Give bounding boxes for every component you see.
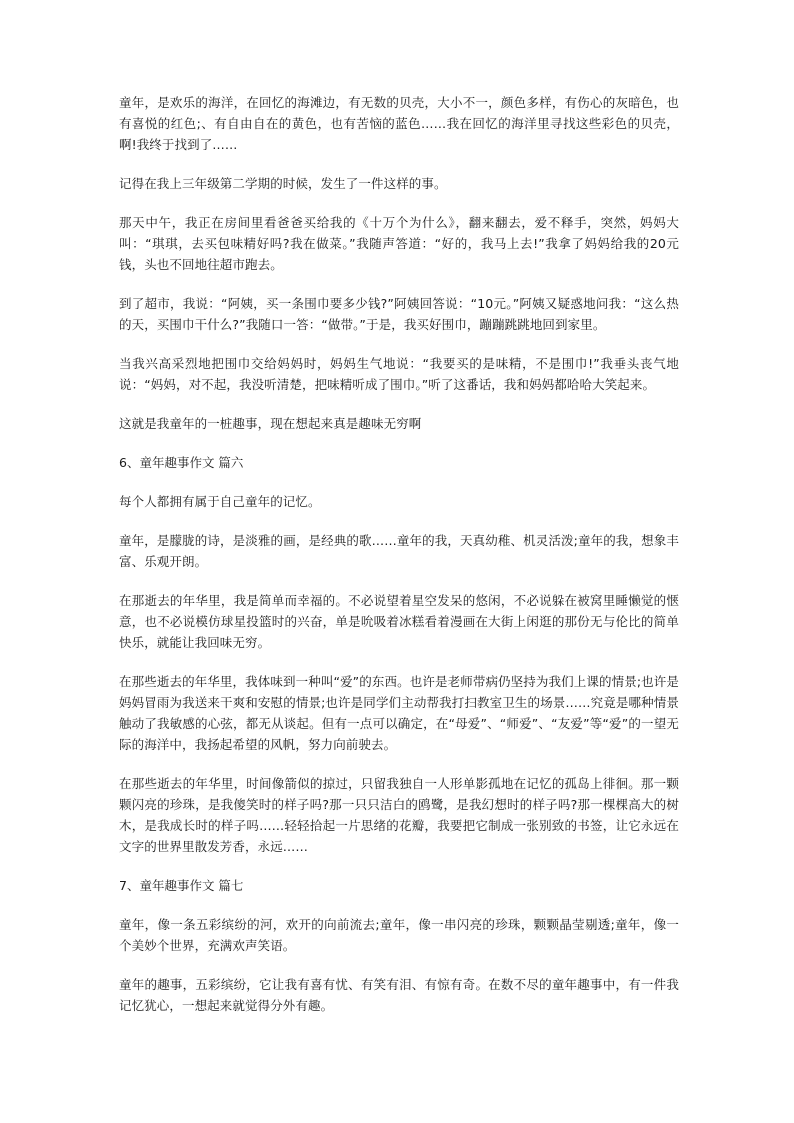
- document-body: [119, 92, 679, 1034]
- paragraph-11: 在那些逝去的年华里，时间像箭似的掠过，只留我独自一人形单影孤地在记忆的孤岛上徘徊。那一颗颗闪亮的珍珠，是我傻笑时的样子吗?那一只只洁白的鸥鹭，是我幻想时的样子吗?那一棵棵高大的树木，是我成长时的样子吗……轻轻拾起一片思绪的花瓣，我要把它制成一张别致的书签，让它永远在文字的世界里散发芳香，永远……: [119, 776, 679, 854]
- paragraph-9: 在那逝去的年华里，我是简单而幸福的。不必说望着星空发呆的悠闲，不必说躲在被窝里睡懒觉的惬意，也不必说模仿球星投篮时的兴奋，单是吮吸着冰糕看着漫画在大街上闲逛的那份无与伦比的简单快乐，就能让我回味无穷。: [119, 593, 679, 650]
- paragraph-1: 童年，是欢乐的海洋，在回忆的海滩边，有无数的贝壳，大小不一，颜色多样，有伤心的灰暗色，也有喜悦的红色;、有自由自在的黄色，也有苦恼的蓝色……我在回忆的海洋里寻找这些彩色的贝壳，啊!我终于找到了……: [119, 95, 679, 152]
- paragraph-4: 到了超市，我说：“阿姨，买一条围巾要多少钱?”阿姨回答说：“10元。”阿姨又疑惑地问我：“这么热的天，买围巾干什么?”我随口一答：“做带。”于是，我买好围巾，蹦蹦跳跳地回到家里。: [119, 296, 679, 332]
- paragraph-10: 在那些逝去的年华里，我体味到一种叫“爱”的东西。也许是老师带病仍坚持为我们上课的情景;也许是妈妈冒雨为我送来干爽和安慰的情景;也许是同学们主动帮我打扫教室卫生的场景……究竟是哪种情景触动了我敏感的心弦，都无从谈起。但有一点可以确定，在“母爱”、“师爱”、“友爱”等“爱”的一望无际的海洋中，我扬起希望的风帆，努力向前驶去。: [119, 674, 679, 752]
- paragraph-2: 记得在我上三年级第二学期的时候，发生了一件这样的事。: [119, 176, 447, 191]
- section-heading-7: 7、童年趣事作文 篇七: [119, 878, 244, 893]
- paragraph-13: 童年的趣事，五彩缤纷，它让我有喜有忧、有笑有泪、有惊有奇。在数不尽的童年趣事中，有一件我记忆犹心，一想起来就觉得分外有趣。: [119, 977, 679, 1013]
- paragraph-5: 当我兴高采烈地把围巾交给妈妈时，妈妈生气地说：“我要买的是味精，不是围巾!”我垂头丧气地说：“妈妈，对不起，我没听清楚，把味精听成了围巾。”听了这番话，我和妈妈都哈哈大笑起来。: [119, 356, 679, 392]
- section-heading-6: 6、童年趣事作文 篇六: [119, 455, 244, 470]
- paragraph-7: 每个人都拥有属于自己童年的记忆。: [119, 494, 321, 509]
- paragraph-12: 童年，像一条五彩缤纷的河，欢开的向前流去;童年，像一串闪亮的珍珠，颗颗晶莹剔透;童年，像一个美妙个世界，充满欢声笑语。: [119, 917, 679, 953]
- paragraph-8: 童年，是朦胧的诗，是淡雅的画，是经典的歌……童年的我，天真幼稚、机灵活泼;童年的我，想象丰富、乐观开朗。: [119, 533, 679, 569]
- paragraph-3: 那天中午，我正在房间里看爸爸买给我的《十万个为什么》，翻来翻去，爱不释手，突然，妈妈大叫：“琪琪，去买包味精好吗?我在做菜。”我随声答道：“好的，我马上去!”我拿了妈妈给我的20元钱，头也不回地往超市跑去。: [119, 215, 679, 272]
- paragraph-6: 这就是我童年的一桩趣事，现在想起来真是趣味无穷啊: [119, 416, 422, 431]
